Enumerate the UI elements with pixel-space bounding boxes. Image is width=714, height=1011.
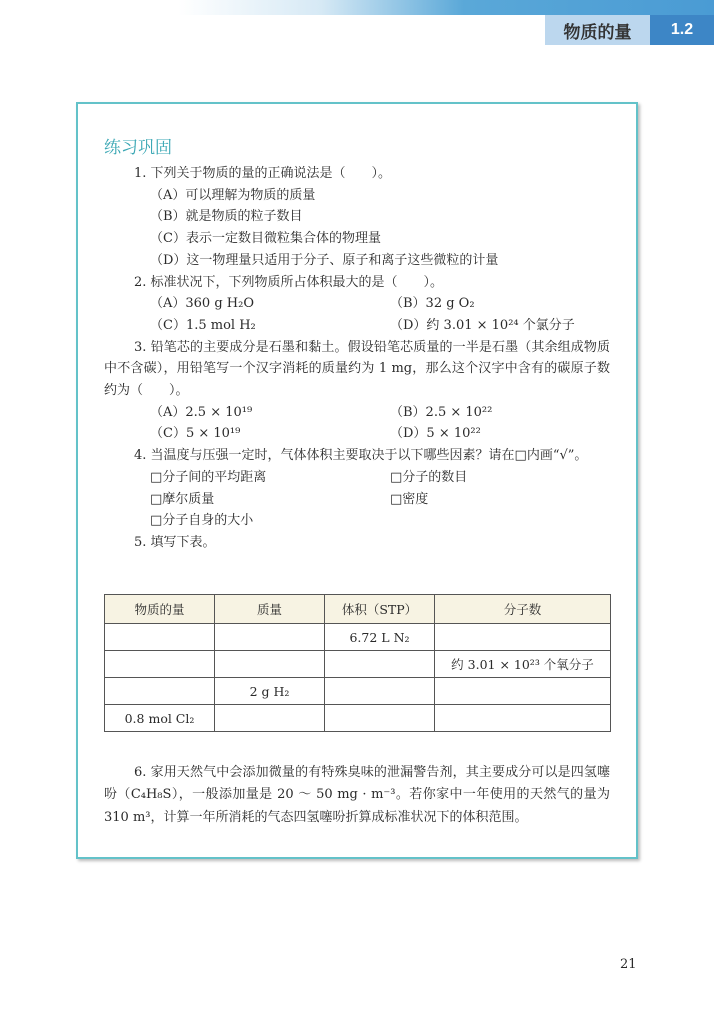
option: （C）5 × 10¹⁹ bbox=[150, 426, 241, 442]
table-cell bbox=[435, 624, 611, 651]
checkbox-row bbox=[104, 467, 610, 489]
option: （C）1.5 mol H₂ bbox=[150, 317, 256, 333]
fill-table bbox=[104, 594, 611, 732]
table-row bbox=[105, 624, 611, 651]
table-cell: 约 3.01 × 10²³ 个氧分子 bbox=[435, 651, 611, 678]
table-cell: 6.72 L N₂ bbox=[325, 624, 435, 651]
column-header: 分子数 bbox=[435, 595, 611, 624]
section-title: 练习巩固 bbox=[104, 138, 172, 158]
question-2: 2. 标准状况下，下列物质所占体积最大的是（ ）。 bbox=[134, 274, 444, 290]
option: （B）32 g O₂ bbox=[390, 296, 475, 312]
question-4: 4. 当温度与压强一定时，气体体积主要取决于以下哪些因素？请在□内画“√”。 bbox=[134, 448, 588, 464]
table-cell bbox=[325, 678, 435, 705]
table-cell bbox=[215, 705, 325, 732]
table-cell bbox=[105, 651, 215, 678]
question-3: 3. 铅笔芯的主要成分是石墨和黏土。假设铅笔芯质量的一半是石墨（其余组成物质中不含碳），用铅笔写一个汉字消耗的质量约为 1 mg，那么这个汉字中含有的碳原子数约为（ ）。 bbox=[104, 339, 610, 399]
table-cell bbox=[325, 651, 435, 678]
chapter-title: 物质的量 bbox=[545, 15, 650, 45]
table-cell bbox=[325, 705, 435, 732]
chapter-number: 1.2 bbox=[650, 15, 714, 45]
option-row bbox=[104, 423, 610, 445]
page-number: 21 bbox=[620, 957, 637, 972]
option: （D）约 3.01 × 10²⁴ 个氯分子 bbox=[390, 317, 575, 333]
option: （C）表示一定数目微粒集合体的物理量 bbox=[150, 231, 381, 247]
checkbox-row bbox=[104, 489, 610, 511]
table-cell: 0.8 mol Cl₂ bbox=[105, 705, 215, 732]
table-cell bbox=[215, 624, 325, 651]
option: （A）2.5 × 10¹⁹ bbox=[150, 404, 253, 420]
checkbox-option[interactable]: □密度 bbox=[390, 491, 429, 507]
option: （A）可以理解为物质的质量 bbox=[150, 187, 316, 203]
table-cell bbox=[105, 678, 215, 705]
checkbox-option[interactable]: □摩尔质量 bbox=[150, 491, 215, 507]
question-5: 5. 填写下表。 bbox=[134, 534, 216, 550]
checkbox-row bbox=[104, 510, 610, 532]
table-cell bbox=[435, 705, 611, 732]
exercise-content bbox=[104, 163, 610, 554]
column-header: 质量 bbox=[215, 595, 325, 624]
question-6: 6. 家用天然气中会添加微量的有特殊臭味的泄漏警告剂，其主要成分可以是四氢噻吩（C₄H₈S），一般添加量是 20 ～ 50 mg · m⁻³。若你家中一年使用的天然气的量为 310 m³，计算一年所消耗的气态四氢噻吩折算成标准状况下的体积范围。 bbox=[104, 765, 610, 825]
option: （B）2.5 × 10²² bbox=[390, 404, 493, 420]
table-header-row bbox=[105, 595, 611, 624]
option-row bbox=[104, 315, 610, 337]
column-header: 物质的量 bbox=[105, 595, 215, 624]
table-cell bbox=[435, 678, 611, 705]
table-row bbox=[105, 705, 611, 732]
table-row bbox=[105, 678, 611, 705]
question-1: 1. 下列关于物质的量的正确说法是（ ）。 bbox=[134, 166, 392, 181]
option-row bbox=[104, 293, 610, 315]
option: （D）这一物理量只适用于分子、原子和离子这些微粒的计量 bbox=[150, 252, 499, 268]
table-cell bbox=[215, 651, 325, 678]
checkbox-option[interactable]: □分子自身的大小 bbox=[150, 513, 254, 529]
checkbox-option[interactable]: □分子间的平均距离 bbox=[150, 469, 267, 485]
table-cell: 2 g H₂ bbox=[215, 678, 325, 705]
option: （B）就是物质的粒子数目 bbox=[150, 209, 303, 225]
table-row bbox=[105, 651, 611, 678]
checkbox-option[interactable]: □分子的数目 bbox=[390, 469, 468, 485]
option: （A）360 g H₂O bbox=[150, 296, 254, 312]
column-header: 体积（STP） bbox=[325, 595, 435, 624]
option: （D）5 × 10²² bbox=[390, 426, 481, 442]
table-cell bbox=[105, 624, 215, 651]
header-gradient-bar bbox=[0, 0, 714, 15]
option-row bbox=[104, 402, 610, 424]
